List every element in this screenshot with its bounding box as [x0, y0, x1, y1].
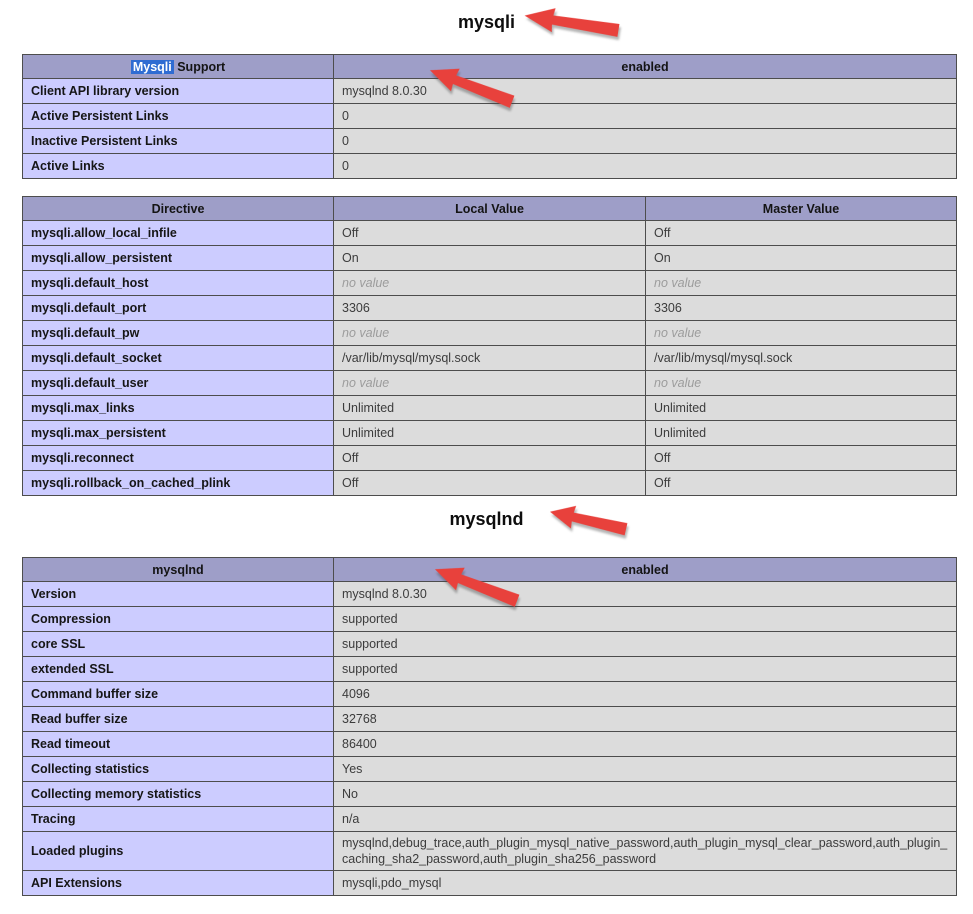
setting-value-cell: mysqlnd,debug_trace,auth_plugin_mysql_native_password,auth_plugin_mysql_clear_password,auth_plugin_caching_sha2_password,auth_plugin_sha256_password — [334, 832, 957, 871]
table-row — [23, 371, 957, 396]
directive-name-cell: mysqli.rollback_on_cached_plink — [23, 471, 334, 496]
master-value-cell: /var/lib/mysql/mysql.sock — [646, 346, 957, 371]
table-header-row — [23, 55, 957, 79]
setting-value-cell: 86400 — [334, 732, 957, 757]
directive-name-cell: mysqli.default_host — [23, 271, 334, 296]
table-row — [23, 446, 957, 471]
master-value-cell — [646, 321, 957, 346]
setting-value-cell: 0 — [334, 154, 957, 179]
table-row — [23, 607, 957, 632]
directive-name-cell: mysqli.default_user — [23, 371, 334, 396]
local-value-cell — [334, 271, 646, 296]
mysqlnd-header-cell: mysqlnd — [23, 558, 334, 582]
setting-label-cell: Active Links — [23, 154, 334, 179]
master-value-cell: On — [646, 246, 957, 271]
enabled-header-cell: enabled — [334, 55, 957, 79]
setting-value-cell: 4096 — [334, 682, 957, 707]
master-value-column-header: Master Value — [646, 197, 957, 221]
table-row — [23, 471, 957, 496]
local-value-cell: Off — [334, 471, 646, 496]
table-row — [23, 246, 957, 271]
master-value-cell — [646, 271, 957, 296]
setting-label-cell: extended SSL — [23, 657, 334, 682]
mysqli-support-table — [22, 54, 957, 179]
setting-label-cell: Collecting memory statistics — [23, 782, 334, 807]
directive-name-cell: mysqli.allow_local_infile — [23, 221, 334, 246]
setting-label-cell: Loaded plugins — [23, 832, 334, 871]
setting-value-cell: No — [334, 782, 957, 807]
directive-name-cell: mysqli.default_socket — [23, 346, 334, 371]
no-value-text: no value — [654, 376, 702, 390]
setting-value-cell: Yes — [334, 757, 957, 782]
setting-label-cell: Tracing — [23, 807, 334, 832]
setting-label-cell: Client API library version — [23, 79, 334, 104]
local-value-column-header: Local Value — [334, 197, 646, 221]
table-header-row — [23, 197, 957, 221]
directive-column-header: Directive — [23, 197, 334, 221]
setting-label-cell: Inactive Persistent Links — [23, 129, 334, 154]
setting-value-cell: n/a — [334, 807, 957, 832]
table-row — [23, 657, 957, 682]
local-value-cell: Unlimited — [334, 421, 646, 446]
setting-label-cell: API Extensions — [23, 871, 334, 896]
setting-value-cell: mysqlnd 8.0.30 — [334, 79, 957, 104]
table-row — [23, 154, 957, 179]
table-row — [23, 707, 957, 732]
setting-label-cell: Read timeout — [23, 732, 334, 757]
table-row — [23, 682, 957, 707]
setting-label-cell: Active Persistent Links — [23, 104, 334, 129]
setting-value-cell: mysqli,pdo_mysql — [334, 871, 957, 896]
directive-name-cell: mysqli.allow_persistent — [23, 246, 334, 271]
table-row — [23, 221, 957, 246]
section-title-mysqlnd: mysqlnd — [449, 509, 524, 529]
setting-value-cell: 32768 — [334, 707, 957, 732]
table-row — [23, 871, 957, 896]
setting-label-cell: Command buffer size — [23, 682, 334, 707]
no-value-text: no value — [342, 276, 390, 290]
setting-value-cell: supported — [334, 607, 957, 632]
local-value-cell: Off — [334, 221, 646, 246]
table-row — [23, 271, 957, 296]
setting-value-cell: mysqlnd 8.0.30 — [334, 582, 957, 607]
table-row — [23, 757, 957, 782]
table-row — [23, 732, 957, 757]
table-row — [23, 396, 957, 421]
section-title-mysqli: mysqli — [457, 12, 516, 32]
local-value-cell: /var/lib/mysql/mysql.sock — [334, 346, 646, 371]
setting-label-cell: Collecting statistics — [23, 757, 334, 782]
local-value-cell: 3306 — [334, 296, 646, 321]
table-row — [23, 296, 957, 321]
master-value-cell: Off — [646, 221, 957, 246]
directive-name-cell: mysqli.default_port — [23, 296, 334, 321]
directive-name-cell: mysqli.default_pw — [23, 321, 334, 346]
setting-value-cell: 0 — [334, 129, 957, 154]
master-value-cell: Off — [646, 471, 957, 496]
local-value-cell — [334, 321, 646, 346]
local-value-cell — [334, 371, 646, 396]
setting-value-cell: supported — [334, 657, 957, 682]
setting-value-cell: supported — [334, 632, 957, 657]
no-value-text: no value — [654, 276, 702, 290]
support-header-label: Support — [173, 59, 226, 74]
setting-label-cell: Version — [23, 582, 334, 607]
mysqli-directives-table — [22, 196, 957, 496]
directive-name-cell: mysqli.reconnect — [23, 446, 334, 471]
setting-value-cell: 0 — [334, 104, 957, 129]
mysqlnd-table — [22, 557, 957, 896]
no-value-text: no value — [342, 376, 390, 390]
table-row — [23, 807, 957, 832]
master-value-cell: 3306 — [646, 296, 957, 321]
table-row — [23, 632, 957, 657]
local-value-cell: Off — [334, 446, 646, 471]
mysqli-support-header-cell — [23, 55, 334, 79]
red-arrow-icon — [547, 500, 629, 542]
local-value-cell: On — [334, 246, 646, 271]
table-row — [23, 421, 957, 446]
local-value-cell: Unlimited — [334, 396, 646, 421]
enabled-header-cell: enabled — [334, 558, 957, 582]
master-value-cell — [646, 371, 957, 396]
master-value-cell: Off — [646, 446, 957, 471]
table-row — [23, 346, 957, 371]
no-value-text: no value — [342, 326, 390, 340]
setting-label-cell: core SSL — [23, 632, 334, 657]
no-value-text: no value — [654, 326, 702, 340]
selection-highlight: Mysqli — [132, 59, 172, 74]
directive-name-cell: mysqli.max_links — [23, 396, 334, 421]
table-row — [23, 832, 957, 871]
master-value-cell: Unlimited — [646, 421, 957, 446]
directive-name-cell: mysqli.max_persistent — [23, 421, 334, 446]
table-row — [23, 129, 957, 154]
table-row — [23, 321, 957, 346]
table-row — [23, 782, 957, 807]
setting-label-cell: Read buffer size — [23, 707, 334, 732]
master-value-cell: Unlimited — [646, 396, 957, 421]
setting-label-cell: Compression — [23, 607, 334, 632]
